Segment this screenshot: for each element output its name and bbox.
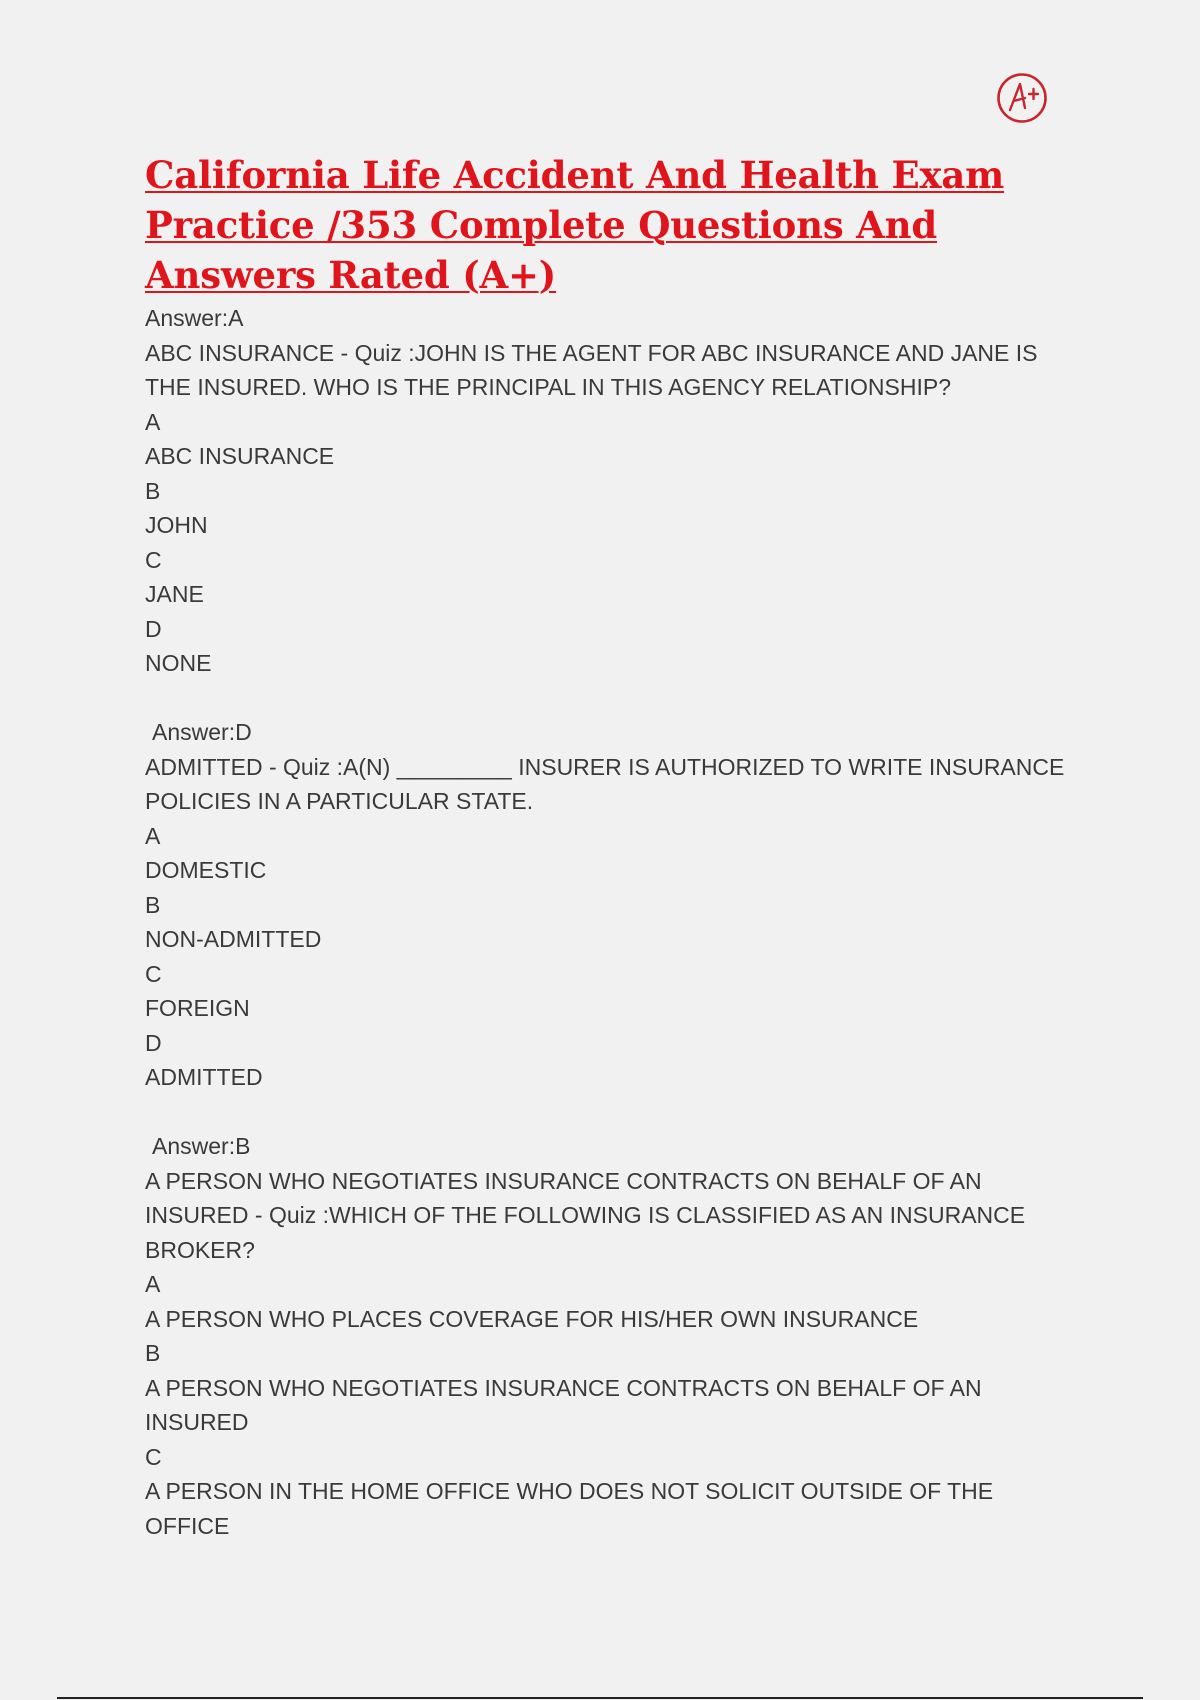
option-text: ADMITTED [145,1064,263,1090]
footer-rule [57,1697,1143,1699]
option-letter: D [145,615,162,642]
option-text: JOHN [145,512,208,538]
a-plus-grade-icon [996,72,1048,124]
block-spacer [145,681,1065,716]
option-letter: C [145,960,162,987]
option-text: FOREIGN [145,995,250,1021]
option-text: NON-ADMITTED [145,926,322,952]
option-letter: A [145,408,161,435]
option-text: A PERSON WHO PLACES COVERAGE FOR HIS/HER OWN INSURANCE [145,1305,919,1332]
question-text: ABC INSURANCE - Quiz :JOHN IS THE AGENT FOR ABC INSURANCE AND JANE IS THE INSURED. WHO IS THE PRINCIPAL IN THIS AGENCY RELATIONSHIP? [145,339,1038,400]
option-text: ABC INSURANCE [145,443,335,469]
block-spacer [145,1095,1065,1130]
question-text: A PERSON WHO NEGOTIATES INSURANCE CONTRACTS ON BEHALF OF AN INSURED - Quiz :WHICH OF THE FOLLOWING IS CLASSIFIED AS AN INSURANCE BROKER? [145,1167,1026,1263]
option-text: JANE [145,581,204,607]
option-text: NONE [145,650,212,676]
option-text: A PERSON IN THE HOME OFFICE WHO DOES NOT SOLICIT OUTSIDE OF THE OFFICE [145,1478,994,1539]
document-body [145,301,1065,1543]
option-text: DOMESTIC [145,857,267,883]
answer-key: Answer:A [145,305,244,331]
option-text: A PERSON WHO NEGOTIATES INSURANCE CONTRACTS ON BEHALF OF AN INSURED [145,1374,982,1435]
option-letter: B [145,477,161,504]
document-title: California Life Accident And Health Exam Practice /353 Complete Questions And Answers Rated (A+) [145,153,1005,297]
answer-key: Answer:D [152,719,252,745]
option-letter: C [145,546,162,573]
option-letter: A [145,822,161,849]
option-letter: B [145,1340,161,1366]
option-letter: C [145,1443,162,1470]
answer-key: Answer:B [152,1133,251,1159]
option-letter: D [145,1029,162,1056]
question-text: ADMITTED - Quiz :A(N) _________ INSURER IS AUTHORIZED TO WRITE INSURANCE POLICIES IN A PARTICULAR STATE. [145,753,1065,814]
option-letter: B [145,891,161,918]
option-letter: A [145,1271,161,1297]
